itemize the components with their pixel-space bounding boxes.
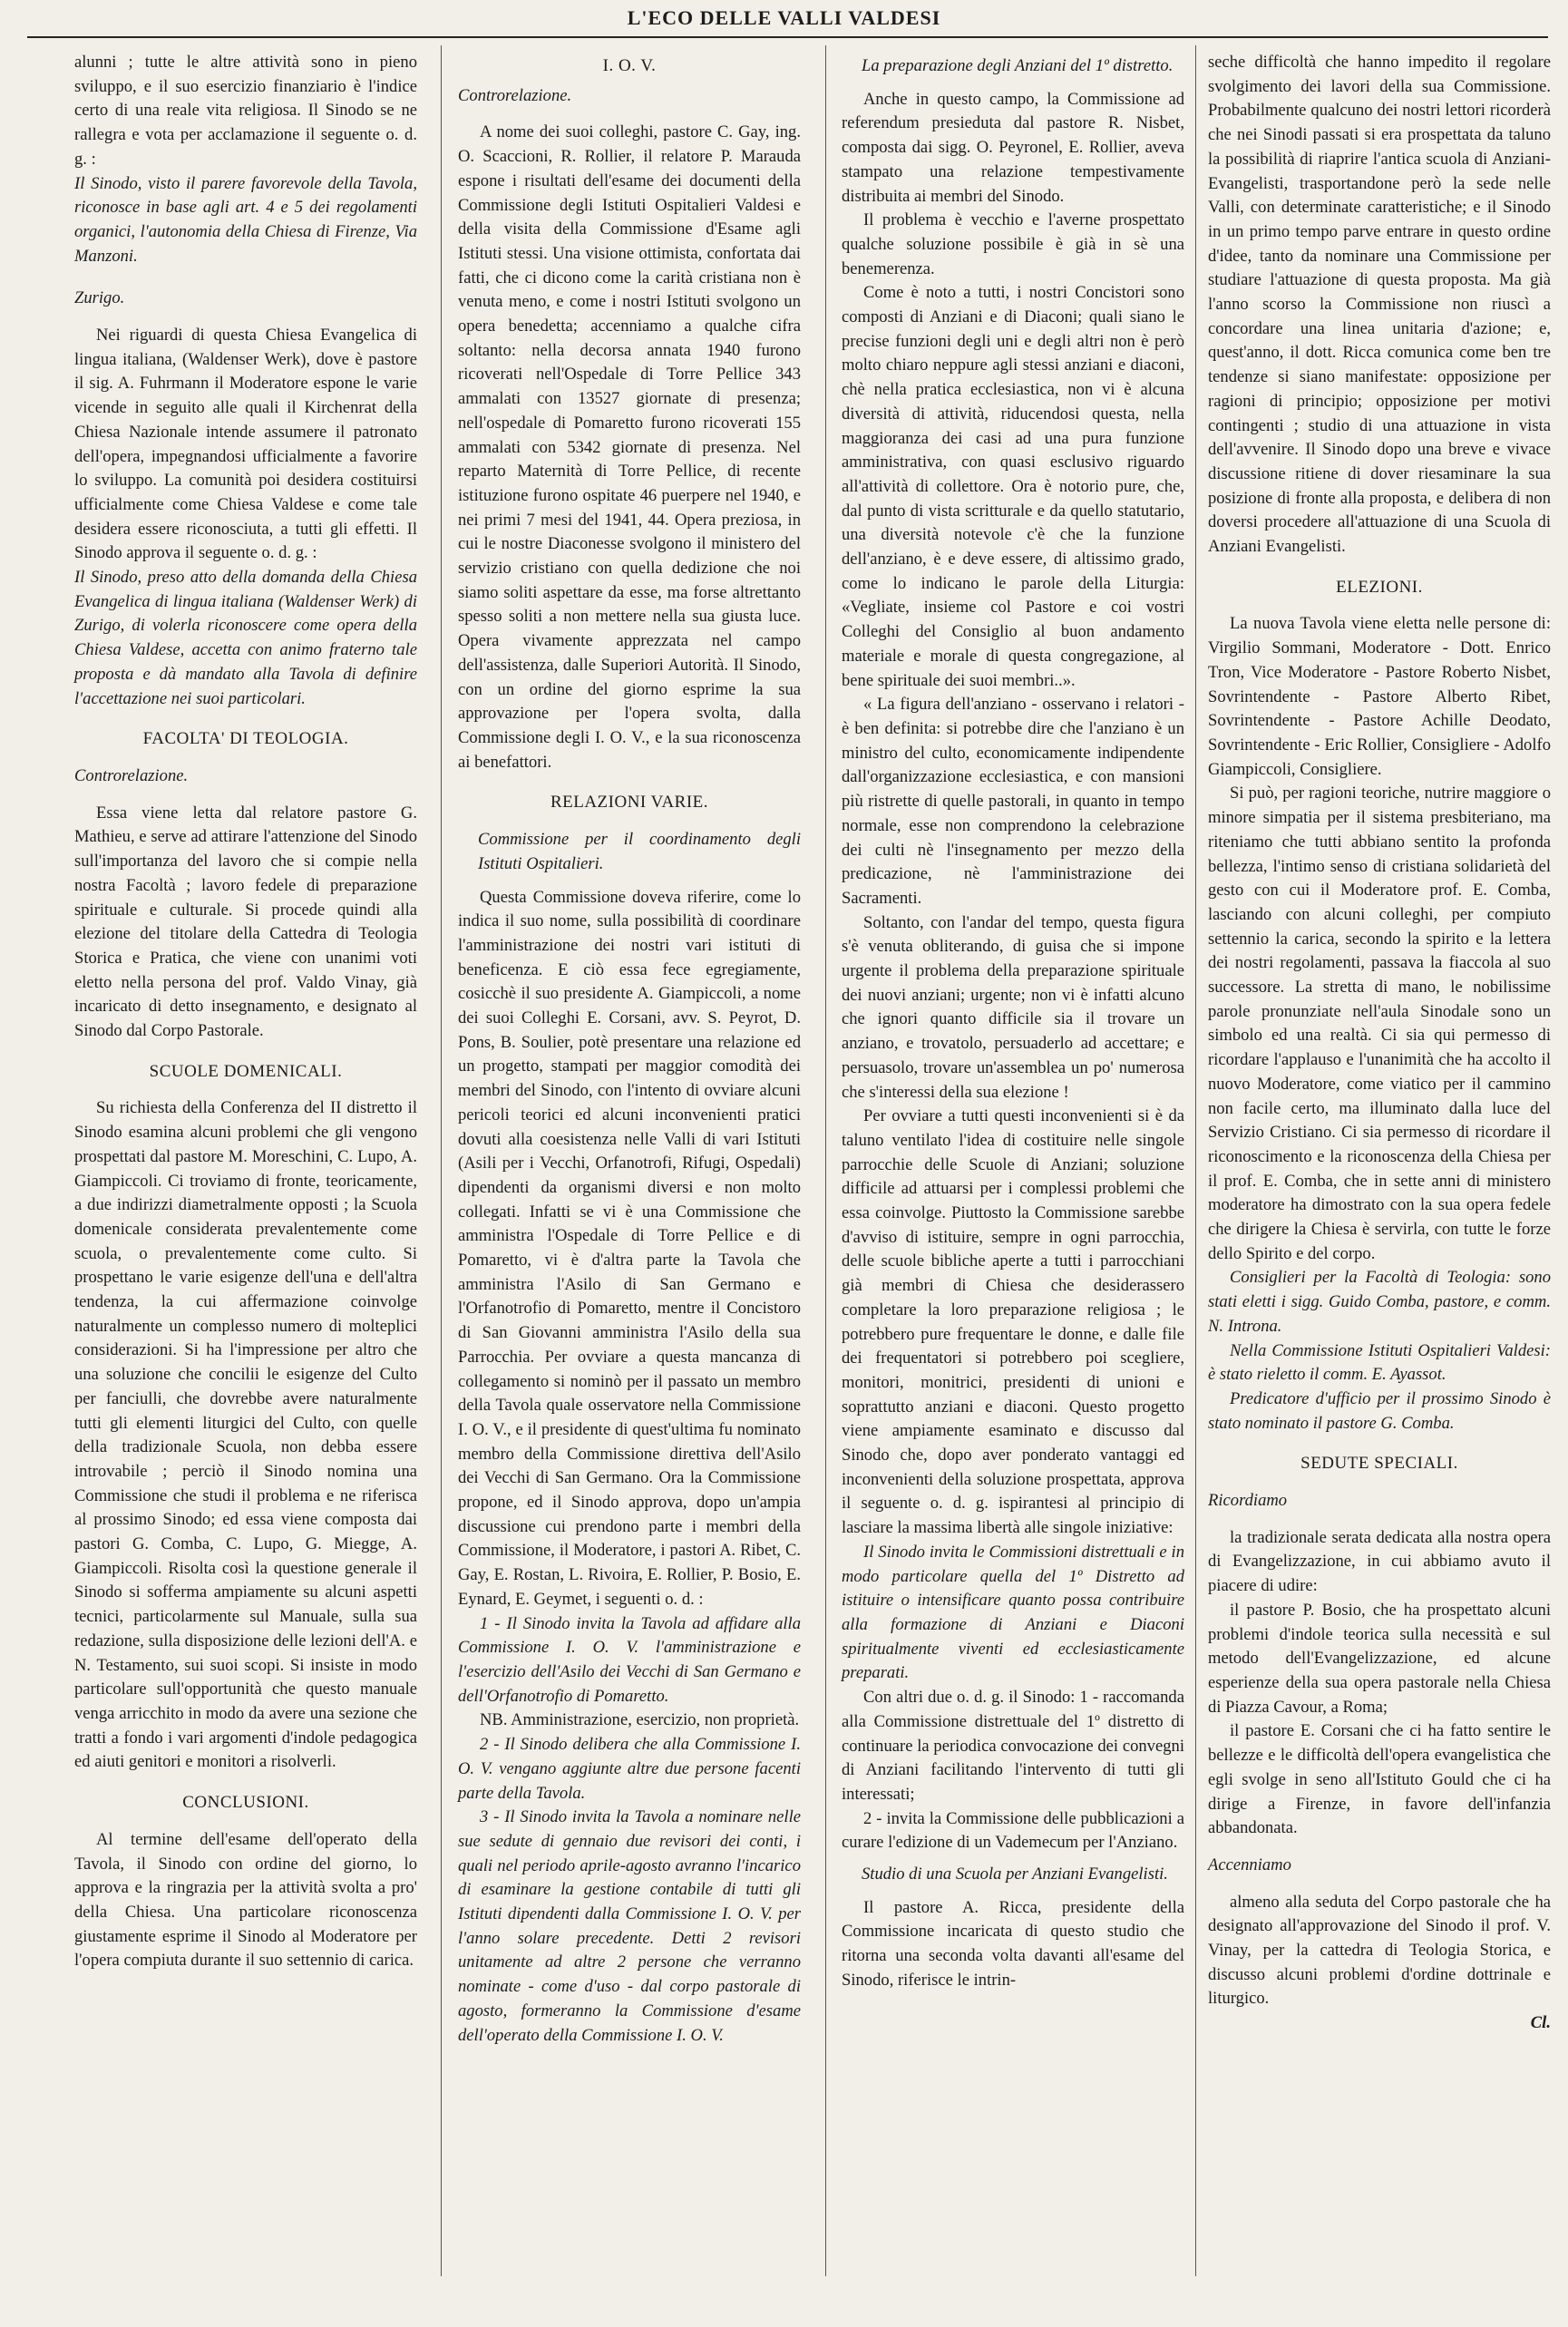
- section-heading: SCUOLE DOMENICALI.: [149, 1061, 343, 1081]
- paragraph: Consiglieri per la Facoltà di Teologia: sono stati eletti i sigg. Guido Comba, pastore, e comm. N. Introna.: [1208, 1268, 1551, 1336]
- paragraph: NB. Amministrazione, esercizio, non proprietà.: [480, 1710, 800, 1730]
- column-divider: [441, 45, 442, 2276]
- subheading: Studio di una Scuola per Anziani Evangelisti.: [862, 1865, 1168, 1884]
- subheading: Controrelazione.: [458, 85, 572, 105]
- paragraph: Nella Commissione Istituti Ospitalieri Valdesi: è stato rieletto il comm. E. Ayassot.: [1208, 1340, 1551, 1385]
- paragraph: il pastore E. Corsani che ci ha fatto sentire le bellezze e le difficoltà dell'opera evangelistica che egli svolge in seno all'Istituto Gould che ci ha dirige a Firenze, in favore dell'infanzia abbandonata.: [1208, 1721, 1551, 1838]
- paragraph: almeno alla seduta del Corpo pastorale che ha designato all'approvazione del Sinodo il prof. V. Vinay, per la cattedra di Teologia Storica, e discusso alcuni problemi d'ordine dottrinale e liturgico.: [1208, 1892, 1551, 2009]
- author-signature: Cl.: [1530, 2013, 1551, 2033]
- paragraph: Come è noto a tutti, i nostri Concistori sono composti di Anziani e di Diaconi; quali siano le precise funzioni degli uni e degli altri non è però molto chiaro neppure agli stessi anziani e diaconi, chè nella pratica ecclesiastica, non vi è alcuna diversità di attività, riducendosi questa, nella maggioranza dei casi ad una pura funzione amministrativa, con quasi esclusivo riguardo all'attività di collettore. Ora è notorio pure, che, dal punto di vista scritturale e da quello statutario, una diversità notevole c'è che la funzione dell'anziano, è e deve essere, di altissimo grado, come lo indicano le parole della Liturgia: «Vegliate, insieme col Pastore e coi vostri Colleghi del Consiglio al buon andamento materiale e morale di questa congregazione, al bene spirituale dei suoi membri..».: [842, 283, 1184, 690]
- paragraph: A nome dei suoi colleghi, pastore C. Gay, ing. O. Scaccioni, R. Rollier, il relatore P. Marauda espone i risultati dell'esame dei documenti della Commissione degli Istituti Ospitalieri Valdesi e della visita della Commissione d'Esame agli Istituti stessi. Una visione ottimista, confortata dai fatti, che ci dicono come la carità cristiana non è venuta meno, e come i nostri Istituti svolgono un opera benedetta; accenniamo a qualche cifra soltanto: nella decorsa annata 1940 furono ricoverati nell'Ospedale di Torre Pellice 343 ammalati con 13527 giornate di presenza; nell'ospedale di Pomaretto furono ricoverati 155 ammalati con 5342 giornate di presenza. Nel reparto Maternità di Torre Pellice, di recente istituzione furono ospitate 46 puerpere nel 1940, e nei primi 7 mesi del 1941, 44. Opera preziosa, in cui le nostre Diaconesse svolgono il ministero del servizio cristiano con quella dedizione che noi siamo soliti aspettare da esse, ma forse altrettanto spesso soliti a non mettere nella sua giusta luce. Opera vivamente apprezzata nel campo dell'assistenza, dalle Superiori Autorità. Il Sinodo, con un ordine del giorno esprime la sua approvazione per l'opera svolta, dalla Commissione degli I. O. V., e la sua riconoscenza ai benefattori.: [458, 122, 801, 772]
- column-divider: [825, 45, 826, 2276]
- column-2: [458, 51, 801, 2048]
- section-heading: CONCLUSIONI.: [182, 1793, 309, 1813]
- paragraph: Anche in questo campo, la Commissione ad referendum presieduta dal pastore R. Nisbet, composta dai sigg. O. Peyronel, E. Rollier, aveva stampato una relazione tempestivamente distribuita ai membri del Sinodo.: [842, 89, 1184, 206]
- subheading: Zurigo.: [74, 288, 125, 308]
- paragraph: Si può, per ragioni teoriche, nutrire maggiore o minore simpatia per il sistema presbiteriano, ma riteniamo che tutti abbiano sentito la profonda bellezza, l'intimo senso di cristiana solidarietà del gesto con cui il Moderatore prof. E. Comba, lasciando con alcuni colleghi, per compiuto settennio la carica, secondo la spirito e la lettera dei nostri regolamenti, passava la fiaccola al suo successore. La stretta di mano, le nobilissime parole pronunziate nell'aula Sinodale sono un simbolo ed una realtà. Ci sia qui permesso di ricordare l'applauso e l'unanimità che ha accolto il nuovo Moderatore, come viatico per il cammino non facile certo, ma illuminato dalla luce del Servizio Cristiano. Ci sia permesso di ricordare il riconoscimento e la riconoscenza della Chiesa per il prof. E. Comba, che in sette anni di ministero moderatore ha dimostrato con la sua opera fedele che dirigere la Chiesa è servirla, con tutte le forze dello Spirito e del corpo.: [1208, 784, 1551, 1263]
- paragraph: Il pastore A. Ricca, presidente della Commissione incaricata di questo studio che ritorna una seconda volta davanti all'esame del Sinodo, riferisce le intrin-: [842, 1897, 1184, 1990]
- paragraph: il pastore P. Bosio, che ha prospettato alcuni problemi d'indole teorica sulla necessità e sul metodo dell'Evangelizzazione, ed alcune esperienze della sua opera pastorale nella Chiesa di Piazza Cavour, a Roma;: [1208, 1600, 1551, 1717]
- paragraph: Soltanto, con l'andar del tempo, questa figura s'è venuta obliterando, di guisa che si impone urgente il problema della preparazione spirituale dei nuovi anziani; urgente; non vi è infatti alcuno che ignori quanto difficile sia il trovare un anziano, e trovatolo, persuaderlo ad accettare; e persuasolo, trovare un'assemblea un po' numerosa che s'interessi della sua elezione !: [842, 912, 1184, 1102]
- subheading: Accenniamo: [1208, 1855, 1291, 1874]
- section-heading: FACOLTA' DI TEOLOGIA.: [142, 729, 349, 749]
- resolution-text: 1 - Il Sinodo invita la Tavola ad affidare alla Commissione I. O. V. l'amministrazione e l'esercizio dell'Asilo dei Vecchi di San Germano e dell'Orfanotrofio di Pomaretto.: [458, 1613, 801, 1706]
- paragraph: Al termine dell'esame dell'operato della Tavola, il Sinodo con ordine del giorno, lo approva e la ringrazia per la attività svolta a pro' della Chiesa. Una particolare riconoscenza giustamente esprime il Sinodo al Moderatore per l'opera compiuta durante il suo settennio di carica.: [74, 1829, 417, 1971]
- resolution-text: Il Sinodo, preso atto della domanda della Chiesa Evangelica di lingua italiana (Waldenser Werk) di Zurigo, di volerla riconoscere come opera della Chiesa Valdese, accetta con animo fraterno tale proposta e dà mandato alla Tavola di definire l'accettazione nei suoi particolari.: [74, 568, 417, 708]
- section-heading: RELAZIONI VARIE.: [550, 793, 709, 813]
- newspaper-title: L'ECO DELLE VALLI VALDESI: [627, 6, 941, 29]
- resolution-text: 2 - Il Sinodo delibera che alla Commissione I. O. V. vengano aggiunte altre due persone facenti parte della Tavola.: [458, 1735, 801, 1803]
- resolution-text: Il Sinodo, visto il parere favorevole della Tavola, riconosce in base agli art. 4 e 5 dei regolamenti organici, l'autonomia della Chiesa di Firenze, Via Manzoni.: [74, 173, 417, 266]
- paragraph: « La figura dell'anziano - osservano i relatori - è ben definita: si potrebbe dire che l'anziano è un ministro del culto, economicamente indipendente dall'organizzazione ecclesiastica, e con mansioni più ristrette di quelle pastorali, in quanto in tempo normale, esse non comprendono la celebrazione dei culti nè l'insegnamento per mezzo della predicazione, nè l'amministrazione dei Sacramenti.: [842, 695, 1184, 908]
- section-heading: ELEZIONI.: [1336, 577, 1423, 597]
- section-heading: SEDUTE SPECIALI.: [1300, 1454, 1458, 1474]
- paragraph: Con altri due o. d. g. il Sinodo: 1 - raccomanda alla Commissione distrettuale del 1º distretto di continuare la periodica convocazione dei convegni di Anziani facilitando l'intervento di tutti gli interessati;: [842, 1688, 1184, 1804]
- resolution-text: Il Sinodo invita le Commissioni distrettuali e in modo particolare quella del 1º Distretto ad istituire o intensificare quanto possa contribuire alla formazione di Anziani e Diaconi spiritualmente viventi ed ecclesiasticamente preparati.: [842, 1542, 1184, 1683]
- paragraph: Il problema è vecchio e l'averne prospettato qualche soluzione possibile è già in sè una benemerenza.: [842, 210, 1184, 278]
- paragraph: Su richiesta della Conferenza del II distretto il Sinodo esamina alcuni problemi che gli vengono prospettati dal pastore M. Moreschini, C. Lupo, A. Giampiccoli. Ci troviamo di fronte, teoricamente, a due indirizzi diametralmente opposti ; la Scuola domenicale considerata prevalentemente come scuola, o prevalentemente come culto. Si prospettano le varie esigenze dell'una e dell'altra tendenza, la cui affermazione coinvolge naturalmente un complesso numero di molteplici considerazioni. Si ha l'impressione per altro che una soluzione che concilii le esigenze del Culto per fanciulli, che dovrebbe avere naturalmente tutti gli elementi liturgici del Culto, con quelle della tradizionale Scuola, non debba essere introvabile ; perciò il Sinodo nomina una Commissione che studi il problema e ne riferisca al prossimo Sinodo; ed essa viene composta dai pastori G. Comba, C. Lupo, G. Miegge, A. Giampiccoli. Risolta così la questione generale il Sinodo si sofferma ampiamente su alcuni aspetti tecnici, particolarmente sul Manuale, sulla sua redazione, sulla disposizione delle lezioni dell'A. e N. Testamento, sui suoi scopi. Si insiste in modo particolare sull'opportunità che questo manuale venga arricchito in modo da avere una sezione che tratti a fondo i vari argomenti d'indole pedagogica ed aiuti genitori e monitori a risolverli.: [74, 1098, 417, 1772]
- paragraph: seche difficoltà che hanno impedito il regolare svolgimento dei lavori della sua Commissione. Probabilmente qualcuno dei nostri lettori ricorderà che nei Sinodi passati si era prospettata da taluno la possibilità di riaprire l'antica scuola di Anziani-Evangelisti, trasportandone però la sede nelle Valli, con determinate caratteristiche; e il Sinodo in un primo tempo parve entrare in questo ordine d'idee, tanto da nominare una Commissione per studiare l'attuazione di questa proposta. Ma già l'anno scorso la Commissione non riuscì a concordare una linea unitaria d'azione; e, quest'anno, il dott. Ricca comunica come ben tre tendenze si siano manifestate: opposizione per ragioni di principio; opposizione per motivi contingenti ; studio di una attuazione in vista dell'avvenire. Il Sinodo dopo una breve e vivace discussione ritiene di dover riesaminare la sua posizione di fronte alla proposta, e delibera di non doversi procedere all'attuazione di una Scuola di Anziani Evangelisti.: [1208, 53, 1551, 557]
- paragraph: La nuova Tavola viene eletta nelle persone di: Virgilio Sommani, Moderatore - Dott. Enrico Tron, Vice Moderatore - Pastore Roberto Nisbet, Sovrintendente - Pastore Alberto Ribet, Sovrintendente - Pastore Achille Deodato, Sovrintendente - Eric Rollier, Consigliere - Adolfo Giampiccoli, Consigliere.: [1208, 614, 1551, 779]
- paragraph: la tradizionale serata dedicata alla nostra opera di Evangelizzazione, in cui abbiamo avuto il piacere di udire:: [1208, 1527, 1551, 1596]
- column-3: [842, 51, 1184, 1993]
- paragraph: Questa Commissione doveva riferire, come lo indica il suo nome, sulla possibilità di coordinare l'amministrazione dei nostri vari istituti di beneficenza. E ciò essa fece egregiamente, cosicchè il suo presidente A. Giampiccoli, a nome dei suoi Colleghi E. Corsani, avv. S. Peyrot, D. Pons, B. Soulier, potè presentare una relazione ed un progetto, stampati per maggior comodità dei membri del Sinodo, con l'intento di ovviare alcuni pericoli teorici ed alcuni inconvenienti pratici dovuti alla coesistenza nelle Valli di vari Istituti (Asili per i Vecchi, Orfanotrofi, Rifugi, Ospedali) dipendenti da organismi diversi e non molto collegati. Infatti se vi è una Commissione che amministra l'Ospedale di Torre Pellice e di Pomaretto, vi è d'altra parte la Tavola che amministra l'Asilo di San Germano e l'Orfanotrofio di Pomaretto, mentre il Concistoro di San Giovanni amministra l'Asilo della sua Parrocchia. Per ovviare a questa mancanza di collegamento si nominò per il passato un membro della Tavola quale osservatore nella Commissione I. O. V., e il presidente di quest'ultima fu nominato membro della Commissione direttiva dell'Asilo dei Vecchi di San Germano. Ora la Commissione propone, ed il Sinodo approva, dopo un'ampia discussione cui prendono parte i membri della Commissione, il Moderatore, i pastori A. Ribet, C. Gay, E. Rostan, L. Rivoira, E. Rollier, P. Bosio, E. Eynard, E. Geymet, i seguenti o. d. :: [458, 887, 801, 1609]
- paragraph: Essa viene letta dal relatore pastore G. Mathieu, e serve ad attirare l'attenzione del Sinodo sull'importanza del lavoro che si compie nella nostra Facoltà ; lavoro fedele di preparazione spirituale e culturale. Si procede quindi alla elezione del titolare della Cattedra di Teologia Storica e Pratica, che viene con unanimi voti eletto nella persona del prof. Valdo Vinay, già incaricato di detto insegnamento, e designato al Sinodo dal Corpo Pastorale.: [74, 803, 417, 1041]
- resolution-text: 3 - Il Sinodo invita la Tavola a nominare nelle sue sedute di gennaio due revisori dei conti, i quali nel periodo aprile-agosto avranno l'incarico di esaminare la gestione contabile di tutti gli Istituti dipendenti dalla Commissione I. O. V. per l'anno solare precedente. Detti 2 revisori unitamente ad altre 2 persone che verranno nominate - come d'uso - dal corpo pastorale di agosto, formeranno la Commissione d'esame dell'operato della Commissione I. O. V.: [458, 1807, 801, 2045]
- column-4: [1208, 51, 1551, 2036]
- section-heading: I. O. V.: [602, 56, 657, 75]
- header-rule: [27, 36, 1548, 38]
- column-divider: [1195, 45, 1196, 2276]
- subheading: Commissione per il coordinamento degli Istituti Ospitalieri.: [478, 830, 801, 873]
- subheading: La preparazione degli Anziani del 1º distretto.: [862, 56, 1174, 75]
- subheading: Controrelazione.: [74, 765, 189, 785]
- paragraph: Predicatore d'ufficio per il prossimo Sinodo è stato nominato il pastore G. Comba.: [1208, 1388, 1551, 1433]
- subheading: Ricordiamo: [1208, 1491, 1288, 1511]
- paragraph: Per ovviare a tutti questi inconvenienti si è da taluno ventilato l'idea di costituire nelle singole parrocchie delle Scuole di Anziani; soluzione difficile ad attuarsi per i complessi problemi che essa coinvolge. Piuttosto la Commissione sarebbe d'avviso di istituire, sempre in ogni parrocchia, delle scuole bibliche aperte a tutti i parrocchiani già membri di Chiesa che desiderassero completare la loro preparazione religiosa ; le potrebbero pure frequentare le donne, e dalle file dei frequentatori si potrebbero poi scegliere, monitori, monitrici, presidenti di unioni e soprattutto anziani e diaconi. Questo progetto viene ampiamente esaminato e discusso dal Sinodo che, dopo aver ponderato vantaggi ed inconvenienti della soluzione prospettata, approva il seguente o. d. g. ispirantesi al principio di lasciare la massima libertà alle singole iniziative:: [842, 1106, 1184, 1538]
- newspaper-header: [0, 0, 1568, 36]
- column-1: [74, 51, 417, 1973]
- paragraph: alunni ; tutte le altre attività sono in pieno sviluppo, e il suo esercizio finanziario è l'indice certo di una reale vita religiosa. Il Sinodo se ne rallegra e vota per acclamazione il seguente o. d. g. :: [74, 53, 417, 169]
- paragraph: Nei riguardi di questa Chiesa Evangelica di lingua italiana, (Waldenser Werk), dove è pastore il sig. A. Fuhrmann il Moderatore espone le varie vicende in seguito alle quali il Kirchenrat della Chiesa Nazionale intende assumere il patronato dell'opera, impegnandosi ufficialmente a favorire lo sviluppo. La comunità poi desidera costituirsi ufficialmente come Chiesa Valdese e come tale desidera essere riconosciuta, a tutti gli effetti. Il Sinodo approva il seguente o. d. g. :: [74, 326, 417, 563]
- paragraph: 2 - invita la Commissione delle pubblicazioni a curare l'edizione di un Vademecum per l'Anziano.: [842, 1808, 1184, 1853]
